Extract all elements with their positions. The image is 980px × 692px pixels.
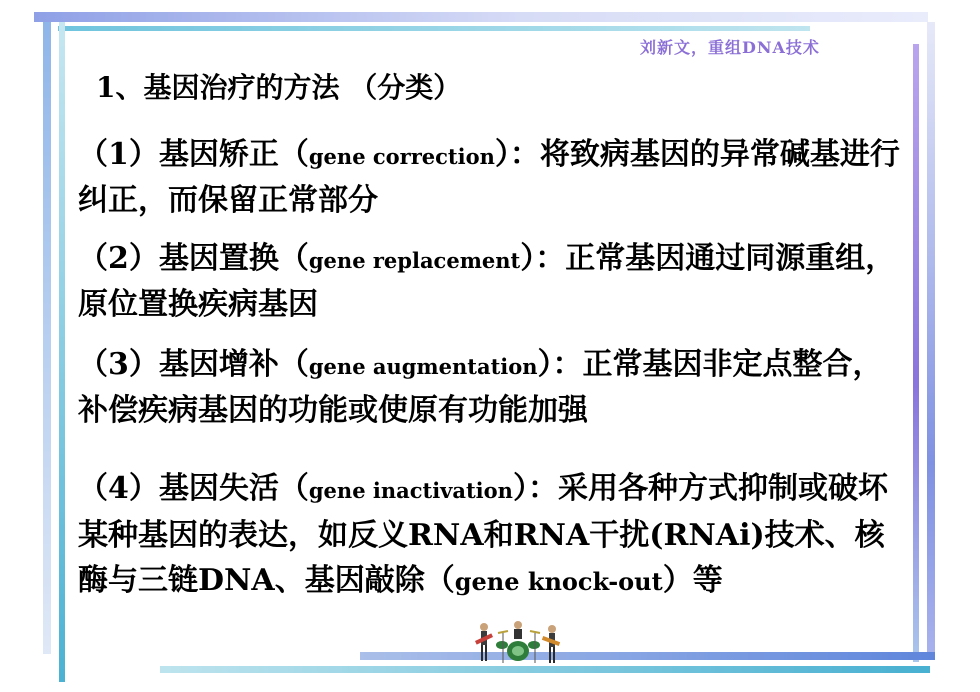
- item-description: ）：将致病基因的异常碱基进行纠正，而保留正常部分: [78, 137, 900, 218]
- item-lead: （3）基因增补（: [78, 347, 309, 382]
- method-item-inactivation: [78, 466, 908, 604]
- right-frame-bar: [927, 22, 935, 652]
- left-frame-bar: [43, 22, 51, 654]
- item-term: gene correction: [308, 144, 495, 169]
- method-item-augmentation: [78, 343, 908, 433]
- top-frame-bar: [34, 12, 928, 22]
- item-term: gene replacement: [308, 248, 521, 273]
- item-lead: （4）基因失活（: [78, 471, 309, 506]
- item-description: ）：采用各种方式抑制或破坏某种基因的表达，如反义RNA和RNA干扰(RNAi)技术、核酶与三链DNA、基因敲除（: [78, 471, 888, 598]
- band-musicians-icon: [472, 617, 564, 667]
- item-lead: （2）基因置换（: [78, 241, 309, 276]
- method-item-replacement: [78, 237, 908, 327]
- slide-heading: 1、基因治疗的方法 （分类）: [96, 71, 462, 104]
- bottom-frame-bar: [360, 652, 935, 660]
- item-description: ）：正常基因非定点整合，补偿疾病基因的功能或使原有功能加强: [78, 347, 883, 428]
- item-term: gene augmentation: [308, 354, 538, 379]
- bottom-frame-accent-bar: [160, 666, 930, 673]
- item-description: ）：正常基因通过同源重组，原位置换疾病基因: [78, 241, 896, 322]
- top-frame-accent-bar: [58, 26, 810, 31]
- item-term: gene inactivation: [308, 478, 513, 503]
- method-item-correction: [78, 133, 908, 223]
- item-term-knockout: gene knock-out: [454, 567, 663, 596]
- right-frame-accent-bar: [913, 44, 919, 662]
- item-lead: （1）基因矫正（: [78, 137, 309, 172]
- item-description-end: ）等: [662, 563, 723, 598]
- left-frame-accent-bar: [59, 22, 65, 682]
- author-label: 刘新文，重组DNA技术: [640, 38, 820, 57]
